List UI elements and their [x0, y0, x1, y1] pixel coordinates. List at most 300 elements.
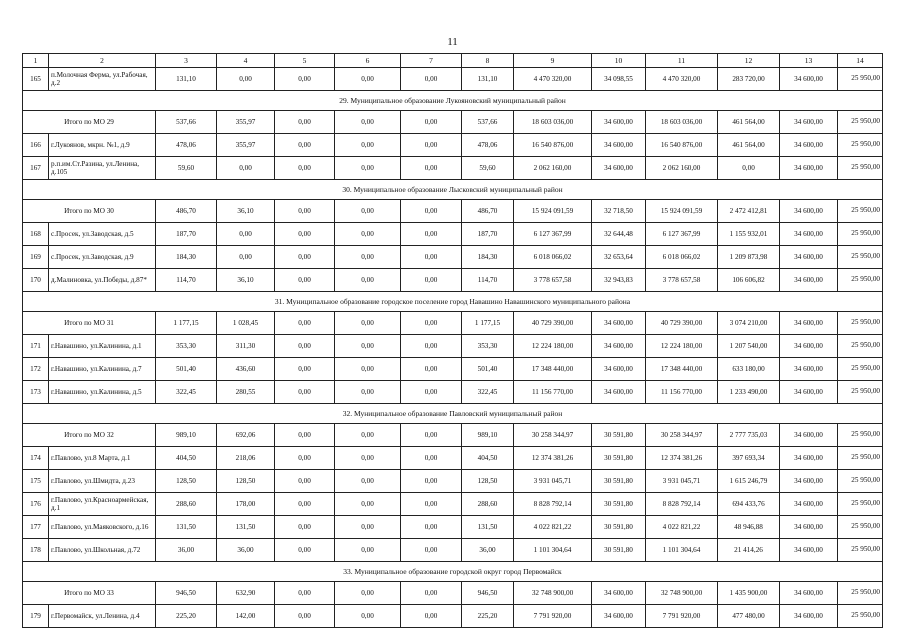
- address-cell: г.Павлово, ул.Красноармейская, д.1: [49, 493, 156, 516]
- table-cell: 0,00: [217, 246, 275, 269]
- table-cell: 131,50: [217, 516, 275, 539]
- page-number: 11: [447, 36, 458, 48]
- table-cell: 6 127 367,99: [646, 223, 718, 246]
- table-cell: 25 950,00: [838, 539, 883, 562]
- table-cell: 0,00: [275, 470, 335, 493]
- table-cell: 34 600,00: [592, 134, 646, 157]
- table-cell: 0,00: [401, 335, 462, 358]
- table-cell: 25 950,00: [838, 335, 883, 358]
- table-cell: 34 600,00: [780, 424, 838, 447]
- table-cell: 0,00: [217, 68, 275, 91]
- header-cell: 6: [335, 54, 401, 68]
- table-cell: 989,10: [462, 424, 514, 447]
- header-cell: 3: [156, 54, 217, 68]
- table-cell: 25 950,00: [838, 134, 883, 157]
- table-cell: 632,90: [217, 582, 275, 605]
- table-cell: 106 606,82: [718, 269, 780, 292]
- section-title: 32. Муниципальное образование Павловский муниципальный район: [23, 404, 883, 424]
- table-cell: 34 600,00: [780, 68, 838, 91]
- table-row: [23, 539, 883, 562]
- table-cell: 0,00: [275, 157, 335, 180]
- table-cell: 40 729 390,00: [514, 312, 592, 335]
- table-cell: 0,00: [401, 157, 462, 180]
- table-cell: 25 950,00: [838, 605, 883, 628]
- table-cell: 34 600,00: [780, 312, 838, 335]
- table-cell: 34 600,00: [780, 200, 838, 223]
- table-cell: 25 950,00: [838, 246, 883, 269]
- table-cell: 25 950,00: [838, 200, 883, 223]
- table-cell: 34 600,00: [780, 223, 838, 246]
- table-cell: 0,00: [335, 157, 401, 180]
- table-cell: 0,00: [275, 605, 335, 628]
- table-cell: 8 828 792,14: [646, 493, 718, 516]
- header-cell: 10: [592, 54, 646, 68]
- table-cell: 0,00: [335, 605, 401, 628]
- table-cell: 142,00: [217, 605, 275, 628]
- total-row: [23, 582, 883, 605]
- table-cell: 353,30: [156, 335, 217, 358]
- table-cell: 184,30: [156, 246, 217, 269]
- table-cell: 2 062 160,00: [514, 157, 592, 180]
- total-label: Итого по МО 32: [23, 424, 156, 447]
- row-number: 171: [23, 335, 49, 358]
- table-cell: 184,30: [462, 246, 514, 269]
- section-row: [23, 91, 883, 111]
- table-cell: 25 950,00: [838, 381, 883, 404]
- table-cell: 34 600,00: [780, 269, 838, 292]
- table-cell: 0,00: [401, 424, 462, 447]
- table-cell: 1 615 246,79: [718, 470, 780, 493]
- table-cell: 0,00: [275, 358, 335, 381]
- table-cell: 353,30: [462, 335, 514, 358]
- table-cell: 288,60: [462, 493, 514, 516]
- table-cell: 404,50: [156, 447, 217, 470]
- table-cell: 40 729 390,00: [646, 312, 718, 335]
- address-cell: д.Малиновка, ул.Победы, д.87*: [49, 269, 156, 292]
- table-cell: 1 101 304,64: [646, 539, 718, 562]
- table-cell: 0,00: [275, 447, 335, 470]
- table-cell: 280,55: [217, 381, 275, 404]
- table-cell: 34 098,55: [592, 68, 646, 91]
- table-cell: 4 022 821,22: [646, 516, 718, 539]
- table-cell: 355,97: [217, 111, 275, 134]
- total-label: Итого по МО 29: [23, 111, 156, 134]
- address-cell: г.Навашино, ул.Калинина, д.5: [49, 381, 156, 404]
- row-number: 176: [23, 493, 49, 516]
- row-number: 167: [23, 157, 49, 180]
- table-cell: 0,00: [335, 493, 401, 516]
- table-cell: 6 018 066,02: [646, 246, 718, 269]
- address-cell: с.Просек, ул.Заводская, д.9: [49, 246, 156, 269]
- table-cell: 6 018 066,02: [514, 246, 592, 269]
- header-cell: 1: [23, 54, 49, 68]
- table-cell: 501,40: [462, 358, 514, 381]
- section-row: [23, 292, 883, 312]
- table-cell: 36,00: [217, 539, 275, 562]
- address-cell: г.Первомайск, ул.Ленина, д.4: [49, 605, 156, 628]
- table-cell: 128,50: [462, 470, 514, 493]
- table-cell: 25 950,00: [838, 493, 883, 516]
- table-cell: 3 931 045,71: [646, 470, 718, 493]
- section-row: [23, 562, 883, 582]
- table-row: [23, 381, 883, 404]
- table-cell: 187,70: [462, 223, 514, 246]
- table-cell: 18 603 036,00: [646, 111, 718, 134]
- address-cell: г.Павлово, ул.Школьная, д.72: [49, 539, 156, 562]
- table-cell: 15 924 091,59: [514, 200, 592, 223]
- table-cell: 633 180,00: [718, 358, 780, 381]
- table-cell: 36,00: [156, 539, 217, 562]
- address-cell: с.Просек, ул.Заводская, д.5: [49, 223, 156, 246]
- table-cell: 0,00: [401, 312, 462, 335]
- row-number: 172: [23, 358, 49, 381]
- header-cell: 4: [217, 54, 275, 68]
- address-cell: г.Лукоянов, мкрн. №1, д.9: [49, 134, 156, 157]
- table-cell: 1 207 540,00: [718, 335, 780, 358]
- table-cell: 2 777 735,03: [718, 424, 780, 447]
- table-cell: 461 564,00: [718, 111, 780, 134]
- table-cell: 18 603 036,00: [514, 111, 592, 134]
- table-cell: 34 600,00: [780, 605, 838, 628]
- table-cell: 0,00: [275, 582, 335, 605]
- table-cell: 0,00: [275, 516, 335, 539]
- header-cell: 7: [401, 54, 462, 68]
- table-row: [23, 269, 883, 292]
- table-cell: 25 950,00: [838, 157, 883, 180]
- table-cell: 694 433,76: [718, 493, 780, 516]
- table-cell: 0,00: [275, 68, 335, 91]
- table-cell: 131,50: [156, 516, 217, 539]
- table-cell: 34 600,00: [592, 605, 646, 628]
- table-cell: 34 600,00: [780, 447, 838, 470]
- table-cell: 0,00: [275, 424, 335, 447]
- table-cell: 0,00: [335, 447, 401, 470]
- table-cell: 25 950,00: [838, 269, 883, 292]
- address-cell: п.Молочная Ферма, ул.Рабочая, д.2: [49, 68, 156, 91]
- table-cell: 225,20: [156, 605, 217, 628]
- table-cell: 187,70: [156, 223, 217, 246]
- table-cell: 0,00: [335, 539, 401, 562]
- header-cell: 8: [462, 54, 514, 68]
- table-cell: 225,20: [462, 605, 514, 628]
- table-cell: 131,50: [462, 516, 514, 539]
- table-cell: 12 224 180,00: [646, 335, 718, 358]
- table-cell: 34 600,00: [780, 111, 838, 134]
- table-row: [23, 335, 883, 358]
- table-cell: 17 348 440,00: [514, 358, 592, 381]
- table-cell: 48 946,88: [718, 516, 780, 539]
- section-row: [23, 180, 883, 200]
- table-cell: 15 924 091,59: [646, 200, 718, 223]
- table-row: [23, 493, 883, 516]
- table-cell: 404,50: [462, 447, 514, 470]
- table-cell: 1 435 900,00: [718, 582, 780, 605]
- table-cell: 30 591,80: [592, 516, 646, 539]
- table-cell: 30 591,80: [592, 493, 646, 516]
- table-cell: 11 156 770,00: [514, 381, 592, 404]
- table-cell: 0,00: [401, 605, 462, 628]
- table-cell: 0,00: [401, 516, 462, 539]
- header-cell: 9: [514, 54, 592, 68]
- row-number: 168: [23, 223, 49, 246]
- table-cell: 322,45: [462, 381, 514, 404]
- table-cell: 3 074 210,00: [718, 312, 780, 335]
- table-row: [23, 68, 883, 91]
- table-cell: 12 374 381,26: [646, 447, 718, 470]
- table-cell: 25 950,00: [838, 358, 883, 381]
- table-cell: 0,00: [401, 269, 462, 292]
- address-cell: г.Павлово, ул.Шмидта, д.23: [49, 470, 156, 493]
- table-cell: 1 155 932,01: [718, 223, 780, 246]
- table-cell: 1 233 490,00: [718, 381, 780, 404]
- header-row: [23, 54, 883, 68]
- table-cell: 1 177,15: [156, 312, 217, 335]
- table-cell: 30 591,80: [592, 424, 646, 447]
- header-cell: 2: [49, 54, 156, 68]
- table-cell: 11 156 770,00: [646, 381, 718, 404]
- table-cell: 34 600,00: [592, 358, 646, 381]
- table-cell: 36,10: [217, 200, 275, 223]
- table-cell: 0,00: [217, 157, 275, 180]
- table-cell: 218,06: [217, 447, 275, 470]
- table-cell: 288,60: [156, 493, 217, 516]
- address-cell: г.Навашино, ул.Калинина, д.1: [49, 335, 156, 358]
- table-cell: 34 600,00: [592, 312, 646, 335]
- table-cell: 0,00: [401, 539, 462, 562]
- table-cell: 0,00: [275, 134, 335, 157]
- table-cell: 0,00: [401, 582, 462, 605]
- table-cell: 32 653,64: [592, 246, 646, 269]
- table-cell: 32 644,48: [592, 223, 646, 246]
- table-cell: 0,00: [275, 111, 335, 134]
- table-cell: 34 600,00: [592, 582, 646, 605]
- table-cell: 0,00: [401, 447, 462, 470]
- table-cell: 30 591,80: [592, 470, 646, 493]
- table-cell: 34 600,00: [780, 335, 838, 358]
- table-cell: 1 177,15: [462, 312, 514, 335]
- table-cell: 32 748 900,00: [514, 582, 592, 605]
- table-cell: 0,00: [335, 269, 401, 292]
- table-cell: 30 591,80: [592, 539, 646, 562]
- data-table: [22, 53, 883, 628]
- table-cell: 322,45: [156, 381, 217, 404]
- table-cell: 30 258 344,97: [646, 424, 718, 447]
- table-cell: 0,00: [335, 68, 401, 91]
- table-cell: 4 470 320,00: [514, 68, 592, 91]
- total-row: [23, 312, 883, 335]
- total-row: [23, 424, 883, 447]
- table-cell: 0,00: [335, 312, 401, 335]
- header-cell: 14: [838, 54, 883, 68]
- table-cell: 0,00: [275, 381, 335, 404]
- table-cell: 36,10: [217, 269, 275, 292]
- section-title: 31. Муниципальное образование городское поселение город Навашино Навашинского муниципального района: [23, 292, 883, 312]
- table-row: [23, 246, 883, 269]
- table-cell: 946,50: [156, 582, 217, 605]
- row-number: 169: [23, 246, 49, 269]
- address-cell: г.Павлово, ул.Маяковского, д.16: [49, 516, 156, 539]
- table-cell: 0,00: [335, 516, 401, 539]
- row-number: 166: [23, 134, 49, 157]
- row-number: 174: [23, 447, 49, 470]
- table-cell: 25 950,00: [838, 582, 883, 605]
- table-cell: 2 062 160,00: [646, 157, 718, 180]
- section-title: 29. Муниципальное образование Лукояновский муниципальный район: [23, 91, 883, 111]
- table-row: [23, 605, 883, 628]
- table-cell: 0,00: [275, 223, 335, 246]
- table-cell: 59,60: [462, 157, 514, 180]
- table-cell: 283 720,00: [718, 68, 780, 91]
- table-cell: 692,06: [217, 424, 275, 447]
- table-cell: 7 791 920,00: [646, 605, 718, 628]
- table-cell: 0,00: [335, 582, 401, 605]
- table-cell: 17 348 440,00: [646, 358, 718, 381]
- section-row: [23, 404, 883, 424]
- table-cell: 0,00: [401, 223, 462, 246]
- table-cell: 1 101 304,64: [514, 539, 592, 562]
- table-cell: 0,00: [335, 335, 401, 358]
- table-cell: 477 480,00: [718, 605, 780, 628]
- table-cell: 0,00: [401, 68, 462, 91]
- table-cell: 989,10: [156, 424, 217, 447]
- table-cell: 0,00: [275, 269, 335, 292]
- row-number: 170: [23, 269, 49, 292]
- table-cell: 34 600,00: [592, 381, 646, 404]
- table-cell: 0,00: [401, 358, 462, 381]
- table-cell: 0,00: [335, 200, 401, 223]
- section-title: 30. Муниципальное образование Лысковский муниципальный район: [23, 180, 883, 200]
- table-cell: 0,00: [718, 157, 780, 180]
- row-number: 177: [23, 516, 49, 539]
- table-cell: 0,00: [401, 381, 462, 404]
- row-number: 179: [23, 605, 49, 628]
- table-cell: 0,00: [335, 381, 401, 404]
- table-cell: 34 600,00: [592, 157, 646, 180]
- table-cell: 34 600,00: [780, 246, 838, 269]
- table-cell: 436,60: [217, 358, 275, 381]
- table-cell: 34 600,00: [780, 381, 838, 404]
- table-cell: 0,00: [335, 223, 401, 246]
- table-cell: 32 748 900,00: [646, 582, 718, 605]
- table-cell: 32 943,83: [592, 269, 646, 292]
- total-label: Итого по МО 30: [23, 200, 156, 223]
- table-cell: 0,00: [217, 223, 275, 246]
- header-cell: 5: [275, 54, 335, 68]
- table-row: [23, 447, 883, 470]
- table-cell: 0,00: [275, 246, 335, 269]
- row-number: 175: [23, 470, 49, 493]
- table-cell: 34 600,00: [780, 539, 838, 562]
- table-row: [23, 516, 883, 539]
- table-cell: 16 540 876,00: [646, 134, 718, 157]
- table-cell: 131,10: [156, 68, 217, 91]
- table-cell: 36,00: [462, 539, 514, 562]
- table-cell: 0,00: [401, 111, 462, 134]
- row-number: 178: [23, 539, 49, 562]
- table-cell: 355,97: [217, 134, 275, 157]
- table-cell: 2 472 412,81: [718, 200, 780, 223]
- table-cell: 0,00: [335, 246, 401, 269]
- table-cell: 30 591,80: [592, 447, 646, 470]
- table-row: [23, 157, 883, 180]
- table-cell: 0,00: [401, 134, 462, 157]
- table-cell: 8 828 792,14: [514, 493, 592, 516]
- table-cell: 0,00: [335, 111, 401, 134]
- table-cell: 114,70: [156, 269, 217, 292]
- table-cell: 32 718,50: [592, 200, 646, 223]
- table-row: [23, 470, 883, 493]
- table-cell: 3 778 657,58: [514, 269, 592, 292]
- address-cell: г.Навашино, ул.Калинина, д.7: [49, 358, 156, 381]
- table-cell: 34 600,00: [780, 157, 838, 180]
- table-cell: 4 022 821,22: [514, 516, 592, 539]
- row-number: 173: [23, 381, 49, 404]
- table-cell: 34 600,00: [592, 335, 646, 358]
- table-cell: 0,00: [275, 493, 335, 516]
- table-cell: 3 778 657,58: [646, 269, 718, 292]
- table-cell: 131,10: [462, 68, 514, 91]
- table-cell: 0,00: [275, 539, 335, 562]
- address-cell: р.п.им.Ст.Разина, ул.Ленина, д.105: [49, 157, 156, 180]
- table-cell: 178,00: [217, 493, 275, 516]
- table-cell: 25 950,00: [838, 424, 883, 447]
- table-cell: 537,66: [156, 111, 217, 134]
- table-row: [23, 134, 883, 157]
- table-cell: 0,00: [275, 200, 335, 223]
- section-title: 33. Муниципальное образование городской округ город Первомайск: [23, 562, 883, 582]
- row-number: 165: [23, 68, 49, 91]
- table-cell: 30 258 344,97: [514, 424, 592, 447]
- table-cell: 34 600,00: [780, 582, 838, 605]
- table-cell: 501,40: [156, 358, 217, 381]
- table-cell: 0,00: [335, 424, 401, 447]
- table-cell: 0,00: [401, 470, 462, 493]
- table-row: [23, 223, 883, 246]
- table-cell: 25 950,00: [838, 447, 883, 470]
- table-cell: 478,06: [156, 134, 217, 157]
- table-cell: 0,00: [335, 470, 401, 493]
- table-cell: 0,00: [275, 335, 335, 358]
- table-cell: 946,50: [462, 582, 514, 605]
- table-cell: 461 564,00: [718, 134, 780, 157]
- table-cell: 478,06: [462, 134, 514, 157]
- table-cell: 25 950,00: [838, 516, 883, 539]
- table-cell: 34 600,00: [780, 516, 838, 539]
- table-cell: 486,70: [462, 200, 514, 223]
- table-cell: 25 950,00: [838, 68, 883, 91]
- table-cell: 0,00: [335, 358, 401, 381]
- header-cell: 12: [718, 54, 780, 68]
- total-row: [23, 111, 883, 134]
- table-cell: 486,70: [156, 200, 217, 223]
- table-cell: 34 600,00: [780, 470, 838, 493]
- table-cell: 16 540 876,00: [514, 134, 592, 157]
- table-cell: 128,50: [217, 470, 275, 493]
- address-cell: г.Павлово, ул.8 Марта, д.1: [49, 447, 156, 470]
- table-cell: 0,00: [335, 134, 401, 157]
- table-cell: 34 600,00: [780, 493, 838, 516]
- table-cell: 537,66: [462, 111, 514, 134]
- table-cell: 7 791 920,00: [514, 605, 592, 628]
- table-cell: 6 127 367,99: [514, 223, 592, 246]
- total-label: Итого по МО 33: [23, 582, 156, 605]
- table-cell: 128,50: [156, 470, 217, 493]
- table-cell: 311,30: [217, 335, 275, 358]
- table-cell: 25 950,00: [838, 312, 883, 335]
- table-cell: 0,00: [401, 246, 462, 269]
- table-cell: 25 950,00: [838, 223, 883, 246]
- table-cell: 397 693,34: [718, 447, 780, 470]
